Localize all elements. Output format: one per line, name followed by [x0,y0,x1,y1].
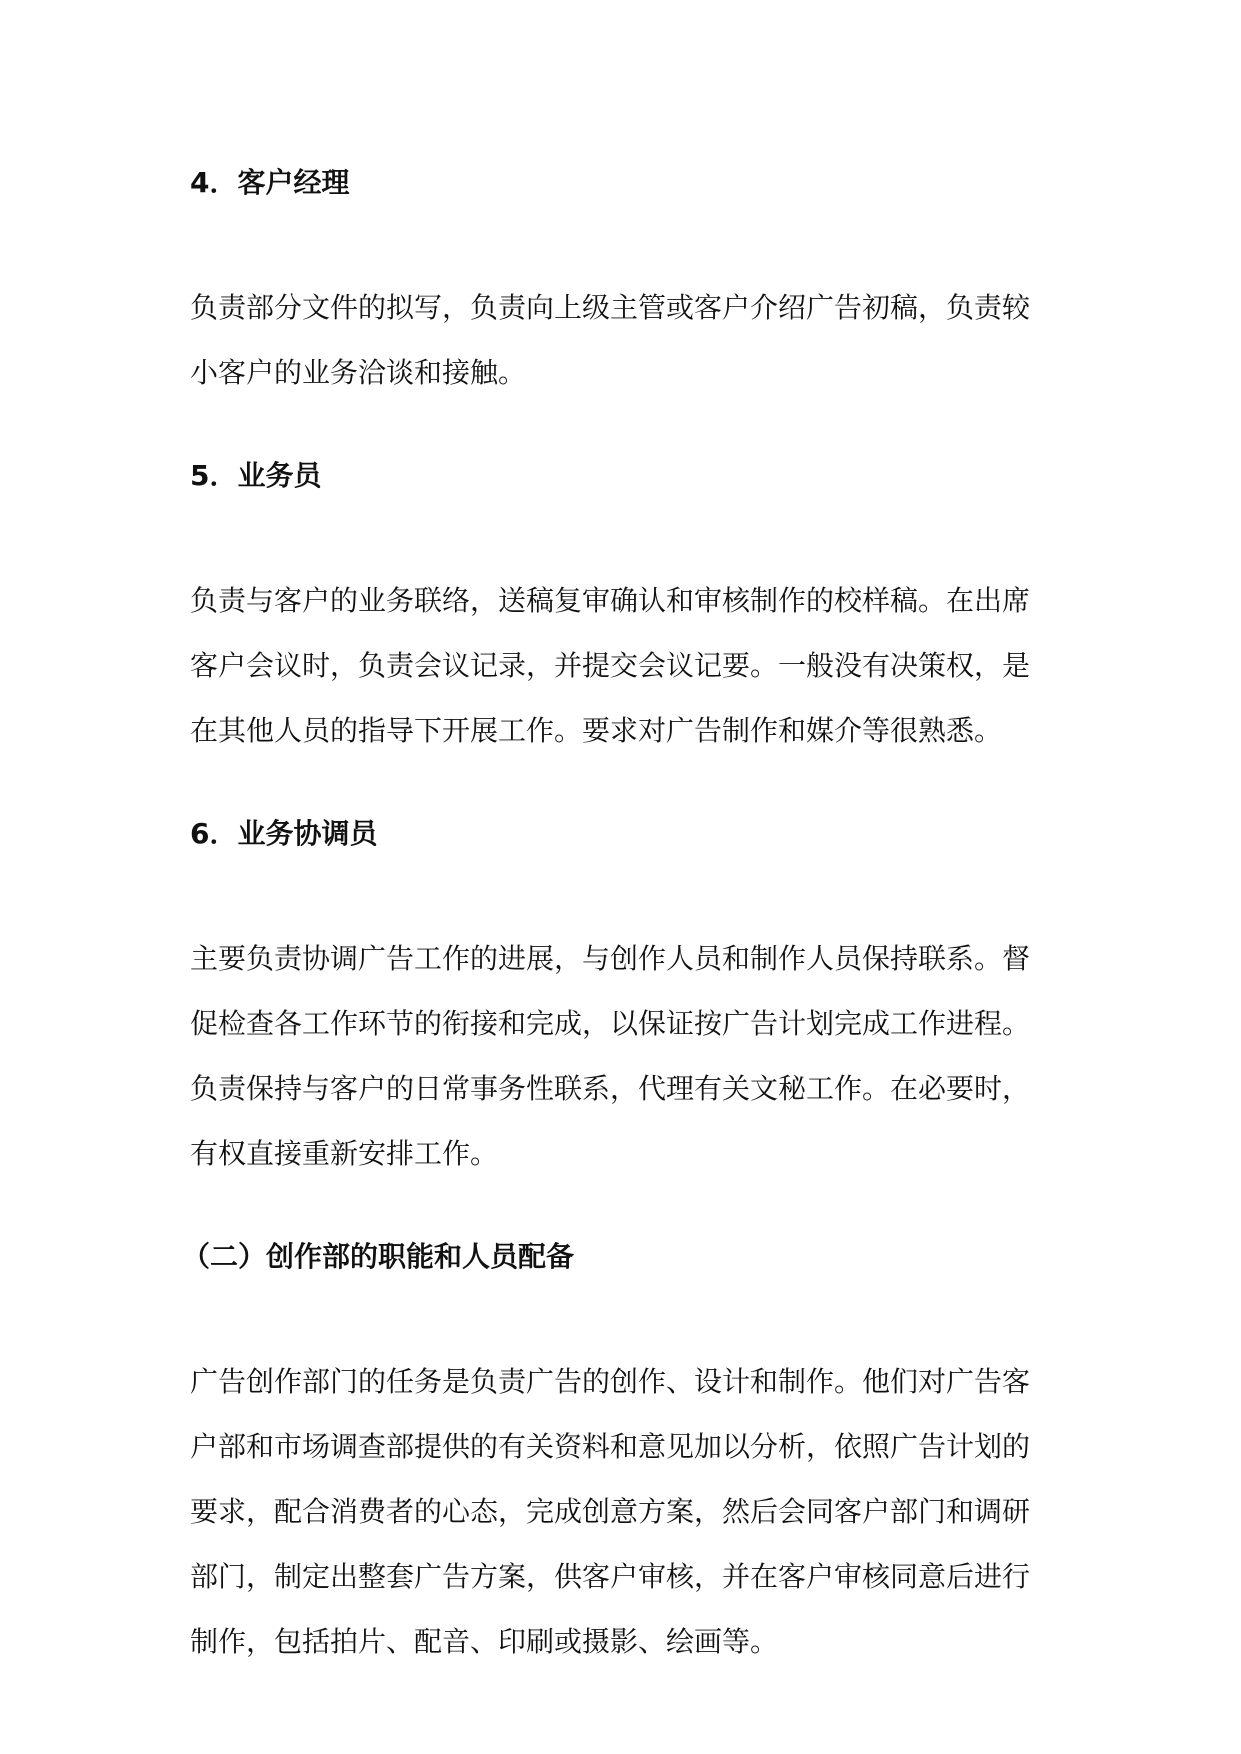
text-line: 广告创作部门的任务是负责广告的创作、设计和制作。他们对广告客 [190,1365,1031,1398]
text-line: 部门，制定出整套广告方案，供客户审核，并在客户审核同意后进行 [190,1560,1031,1593]
text-line: 有权直接重新安排工作。 [190,1137,499,1170]
text-line: 在其他人员的指导下开展工作。要求对广告制作和媒介等很熟悉。 [190,714,1003,747]
paragraph-account-manager [190,275,1060,405]
text-line: 客户会议时，负责会议记录，并提交会议记要。一般没有决策权，是 [190,649,1031,682]
text-line: 要求，配合消费者的心态，完成创意方案，然后会同客户部门和调研 [190,1495,1031,1528]
text-line: 负责部分文件的拟写，负责向上级主管或客户介绍广告初稿，负责较 [190,291,1031,324]
text-line: 主要负责协调广告工作的进展，与创作人员和制作人员保持联系。督 [190,942,1031,975]
text-line: 小客户的业务洽谈和接触。 [190,356,527,389]
paragraph-salesperson [190,568,1060,763]
text-line: 负责与客户的业务联络，送稿复审确认和审核制作的校样稿。在出席 [190,584,1031,617]
paragraph-business-coordinator [190,926,1060,1186]
paragraph-creative-department [190,1349,1060,1674]
text-line: 制作，包括拍片、配音、印刷或摄影、绘画等。 [190,1625,779,1658]
section-heading-business-coordinator: 6．业务协调员 [190,817,378,850]
text-line: 促检查各工作环节的衔接和完成，以保证按广告计划完成工作进程。 [190,1007,1031,1040]
document-body [182,158,1060,1674]
text-line: 负责保持与客户的日常事务性联系，代理有关文秘工作。在必要时， [190,1072,1031,1105]
section-heading-creative-department: （二）创作部的职能和人员配备 [182,1240,575,1273]
text-line: 户部和市场调查部提供的有关资料和意见加以分析，依照广告计划的 [190,1430,1031,1463]
section-heading-account-manager: 4．客户经理 [190,166,350,199]
section-heading-salesperson: 5．业务员 [190,459,322,492]
